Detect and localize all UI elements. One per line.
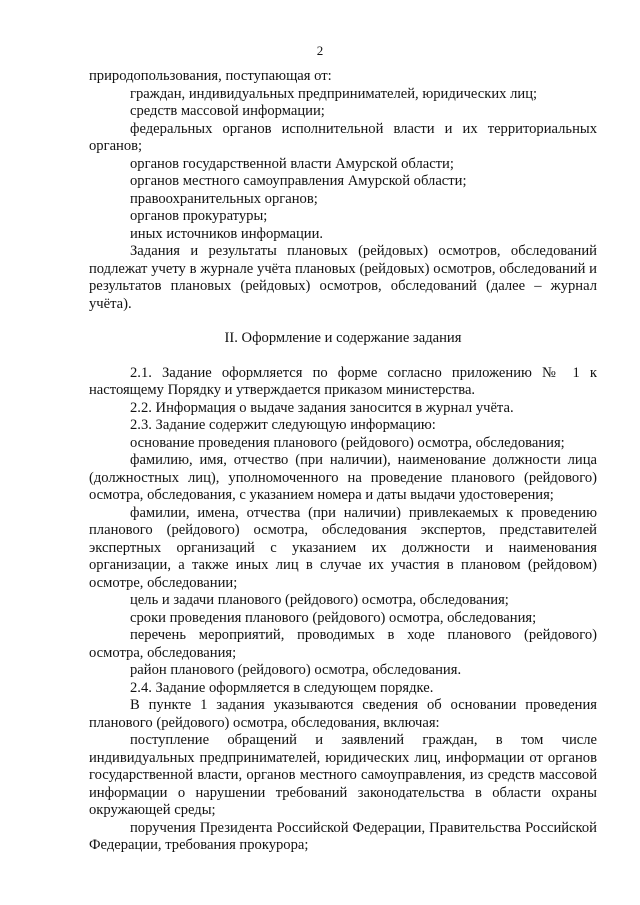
paragraph: Задания и результаты плановых (рейдовых) осмотров, обследований подлежат учету в журнале учёта плановых (рейдовых) осмотров, обследований и результатов плановых (рейдовых) осмотров, обследований (далее – журнал учёта). [89,243,597,312]
paragraph: 2.4. Задание оформляется в следующем порядке. [130,679,434,696]
list-item: сроки проведения планового (рейдового) осмотра, обследования; [130,609,537,626]
list-item: основание проведения планового (рейдового) осмотра, обследования; [130,434,565,451]
list-item: фамилию, имя, отчество (при наличии), наименование должности лица (должностных лиц), уполномоченного на проведение планового (рейдового) осмотра, обследования, с указанием номера и даты выдачи удостоверения; [89,452,597,503]
paragraph: 2.1. Задание оформляется по форме согласно приложению № 1 к настоящему Порядку и утверждается приказом министерства. [89,364,597,398]
list-item: поступление обращений и заявлений граждан, в том числе индивидуальных предпринимателей, юридических лиц, информации от органов государственной власти, органов местного самоуправления, из средств массовой информации о нарушении требований законодательства в области охраны окружающей среды; [89,732,597,818]
list-item: перечень мероприятий, проводимых в ходе планового (рейдового) осмотра, обследования; [89,627,597,661]
paragraph: В пункте 1 задания указываются сведения об основании проведения планового (рейдового) осмотра, обследования, включая: [89,697,597,731]
list-item: граждан, индивидуальных предпринимателей, юридических лиц; [130,85,538,102]
list-item: иных источников информации. [130,225,324,242]
list-item: район планового (рейдового) осмотра, обследования. [130,662,462,678]
list-item: органов прокуратуры; [130,208,268,224]
list-item: фамилии, имена, отчества (при наличии) привлекаемых к проведению планового (рейдового) осмотра, обследования экспертов, представителей экспертных организаций с указанием их должности и наименования организации, а также иных лиц в случае их участия в плановом (рейдовом) осмотре, обследовании; [89,504,597,591]
page-number: 2 [316,43,324,58]
paragraph: природопользования, поступающая от: [89,68,332,84]
paragraph: 2.2. Информация о выдаче задания заносится в журнал учёта. [130,399,514,416]
list-item: средств массовой информации; [130,103,325,119]
list-item: поручения Президента Российской Федерации, Правительства Российской Федерации, требования прокурора; [89,819,597,853]
list-item: правоохранительных органов; [130,190,318,207]
list-item: федеральных органов исполнительной власти и их территориальных органов; [89,120,597,154]
list-item: цель и задачи планового (рейдового) осмотра, обследования; [130,592,509,608]
section-heading: II. Оформление и содержание задания [224,330,462,346]
paragraph: 2.3. Задание содержит следующую информацию: [130,417,436,433]
document-body [89,68,597,855]
list-item: органов местного самоуправления Амурской области; [130,173,467,189]
list-item: органов государственной власти Амурской области; [130,155,454,172]
